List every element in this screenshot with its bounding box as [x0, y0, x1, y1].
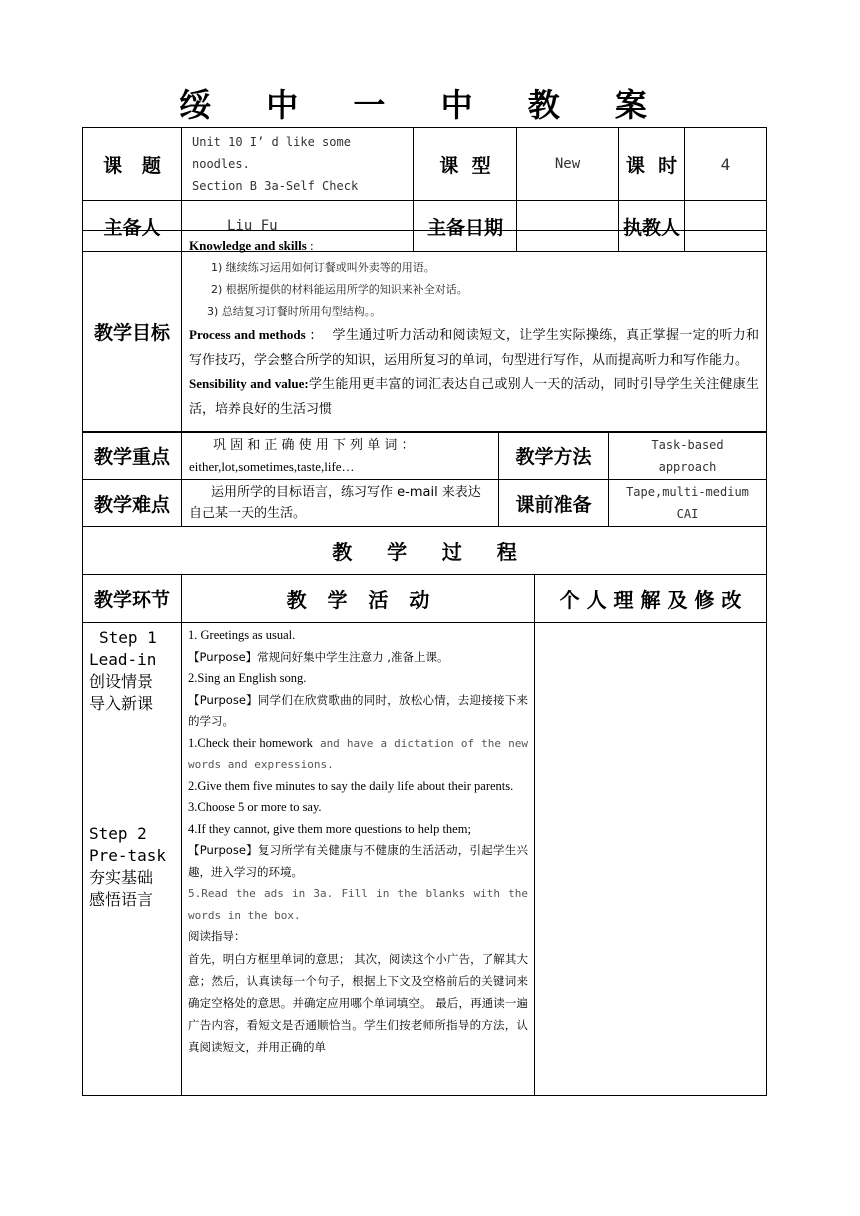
key-points-line-2: either,lot,sometimes,taste,life…	[189, 458, 355, 474]
prep-date-label: 主备日期	[414, 201, 517, 252]
method-label: 教学方法	[499, 432, 609, 480]
knowledge-title: Knowledge and skills	[189, 238, 307, 253]
step-column	[83, 623, 182, 1096]
activity-line-5: 1.Check their homework	[188, 735, 313, 750]
activity-line-9: 4.If they cannot, give them more questions to help them;	[188, 821, 471, 836]
activity-line-6: and have a dictation of the new words and expressions.	[188, 736, 529, 771]
hours-label: 课 时	[619, 128, 685, 201]
activity-line-4: 【Purpose】同学们在欣赏歌曲的同时，放松心情，去迎接接下来的学习。	[188, 692, 528, 728]
process-text: : 学生通过听力活动和阅读短文，让学生实际操练，真正掌握一定的听力和写作技巧，学会整合所学的知识，运用所复习的单词，句型进行写作，从而提高听力和写作能力。	[189, 328, 760, 368]
topic-line-1: Unit 10 I’ d like some noodles.	[192, 135, 351, 171]
knowledge-item-1: 1) 继续练习运用如何订餐或叫外卖等的用语。	[211, 261, 435, 274]
method-value: Task-based approach	[609, 432, 767, 480]
topic-line-2: Section B 3a-Self Check	[192, 179, 359, 193]
step1-name: Step 1	[99, 628, 157, 647]
activity-line-12: 阅读指导：	[188, 929, 246, 943]
activity-line-2: 【Purpose】常规问好集中学生注意力 ,准备上课。	[188, 649, 449, 664]
key-points-label: 教学重点	[83, 432, 182, 480]
step1-cn2: 导入新课	[89, 694, 154, 713]
col-activity-header: 教 学 活 动	[182, 575, 535, 623]
sensibility-text: 学生能用更丰富的词汇表达自己或别人一天的活动，同时引导学生关注健康生活，培养良好的生活习惯	[189, 377, 759, 417]
activity-line-11: 5.Read the ads in 3a. Fill in the blanks with the words in the box.	[188, 887, 528, 922]
sensibility-title: Sensibility and value:	[189, 376, 309, 391]
process-heading: 教 学 过 程	[83, 527, 767, 575]
notes-column	[535, 623, 767, 1096]
process-title: Process and methods	[189, 327, 306, 342]
hours-value: 4	[685, 128, 767, 201]
preparer-label: 主备人	[83, 201, 182, 252]
key-points-table	[82, 431, 767, 527]
knowledge-colon: :	[306, 238, 314, 253]
knowledge-item-3: 3) 总结复习订餐时所用句型结构。。	[207, 305, 382, 318]
type-value: New	[517, 128, 619, 201]
type-label: 课 型	[414, 128, 517, 201]
key-points-content	[182, 432, 499, 480]
col-notes-header: 个 人 理 解 及 修 改	[535, 575, 767, 623]
teacher-label: 执教人	[619, 201, 685, 252]
activity-line-1: 1. Greetings as usual.	[188, 628, 296, 642]
prep-value: Tape,multi-medium CAI	[609, 480, 767, 527]
activity-line-10: 【Purpose】复习所学有关健康与不健康的生活活动，引起学生兴趣，进入学习的环境。	[188, 843, 528, 879]
objectives-label: 教学目标	[83, 231, 182, 433]
objectives-content	[182, 231, 767, 433]
col-step-header: 教学环节	[83, 575, 182, 623]
preparer-value: Liu Fu	[182, 201, 414, 252]
prep-label: 课前准备	[499, 480, 609, 527]
knowledge-item-2: 2) 根据所提供的材料能运用所学的知识来补全对话。	[211, 283, 468, 296]
difficulties-text: 运用所学的目标语言，练习写作 e-mail 来表达自己某一天的生活。	[182, 480, 499, 527]
step2-cn1: 夯实基础	[89, 868, 154, 887]
activity-line-7: 2.Give them five minutes to say the daily life about their parents.	[188, 778, 514, 793]
step2-sub: Pre-task	[89, 846, 167, 865]
step2-name: Step 2	[89, 824, 147, 843]
step1-cn1: 创设情景	[89, 672, 154, 691]
activity-line-13: 首先，明白方框里单词的意思； 其次，阅读这个小广告，了解其大意；然后，认真读每一个句子，根据上下文及空格前后的关键词来确定空格处的意思。并确定应用哪个单词填空。 最后，再通读一遍广告内容，看短文是否通顺恰当。学生们按老师所指导的方法，认真阅读短文，并用正确的单	[188, 951, 528, 1054]
step1-sub: Lead-in	[89, 650, 157, 669]
document-title: 绥 中 一 中 教 案	[179, 86, 669, 124]
activity-line-8: 3.Choose 5 or more to say.	[188, 800, 322, 814]
process-table	[82, 526, 767, 1096]
step2-cn2: 感悟语言	[89, 890, 154, 909]
activity-line-3: 2.Sing an English song.	[188, 671, 307, 685]
difficulties-label: 教学难点	[83, 480, 182, 527]
topic-value	[182, 128, 414, 201]
activity-column	[182, 623, 535, 1096]
topic-label: 课 题	[83, 128, 182, 201]
objectives-table	[82, 230, 767, 433]
key-points-line-1: 巩 固 和 正 确 使 用 下 列 单 词 ：	[213, 437, 415, 453]
